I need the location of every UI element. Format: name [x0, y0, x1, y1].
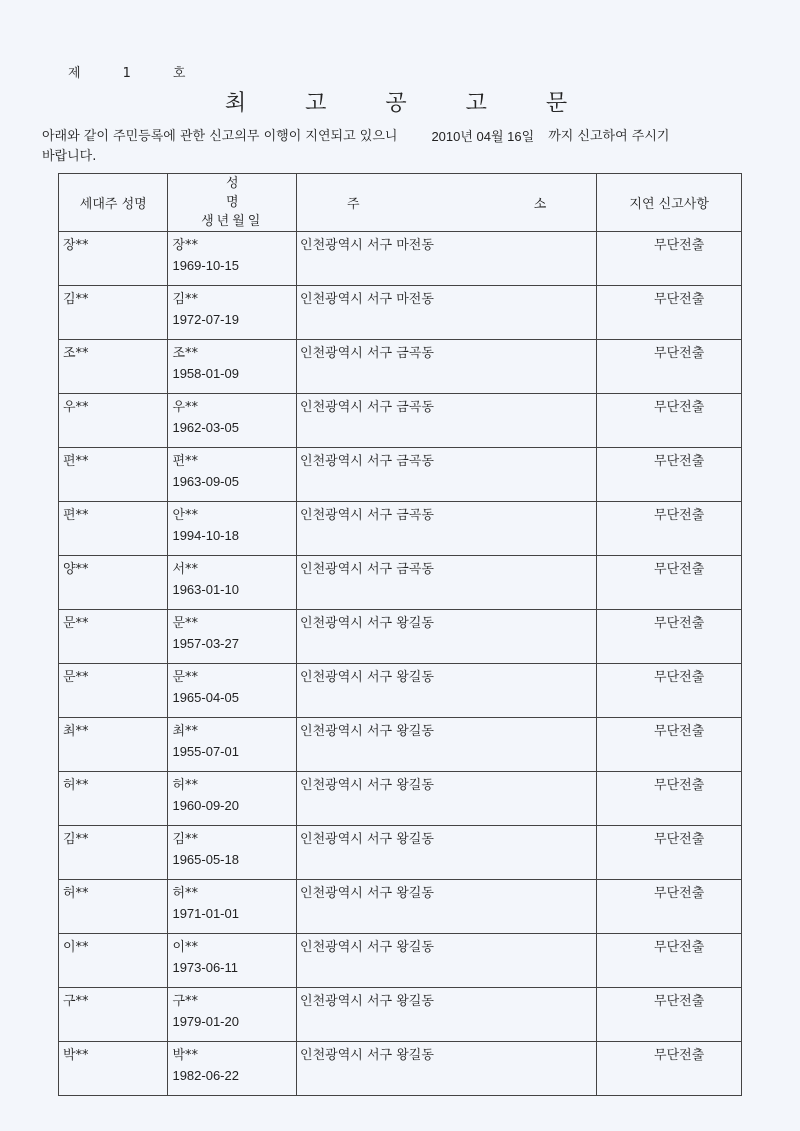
householder-cell — [59, 934, 168, 988]
address-cell — [297, 448, 597, 502]
table-row — [59, 718, 742, 772]
status-text: 무단전출 — [654, 508, 705, 523]
doc-number-prefix: 제 — [68, 66, 81, 81]
resident-name: 조** — [172, 346, 199, 361]
householder-name: 조** — [63, 346, 89, 361]
birth-date: 1979-01-20 — [172, 1014, 239, 1029]
table-row — [59, 1042, 742, 1096]
page-title: 최 고 공 고 문 — [224, 91, 594, 116]
resident-name: 문** — [172, 670, 199, 685]
resident-name: 편** — [172, 454, 199, 469]
address-cell — [297, 1042, 597, 1096]
address-text: 인천광역시 서구 금곡동 — [300, 562, 434, 577]
status-text: 무단전출 — [654, 940, 705, 955]
householder-cell — [59, 394, 168, 448]
name-birth-cell — [168, 664, 297, 718]
householder-cell — [59, 502, 168, 556]
householder-cell — [59, 880, 168, 934]
status-cell — [597, 664, 742, 718]
address-cell — [297, 664, 597, 718]
resident-name: 우** — [172, 400, 199, 415]
table-row — [59, 934, 742, 988]
address-text: 인천광역시 서구 마전동 — [300, 292, 434, 307]
intro-text-before: 아래와 같이 주민등록에 관한 신고의무 이행이 지연되고 있으니 — [42, 129, 398, 144]
address-cell — [297, 880, 597, 934]
header-name: 성명 — [225, 176, 289, 210]
birth-date: 1965-05-18 — [172, 852, 239, 867]
name-birth-cell — [168, 394, 297, 448]
birth-date: 1963-01-10 — [172, 582, 239, 597]
table-row — [59, 448, 742, 502]
birth-date: 1958-01-09 — [172, 366, 239, 381]
table-row — [59, 556, 742, 610]
status-text: 무단전출 — [654, 616, 705, 631]
name-birth-cell — [168, 340, 297, 394]
address-text: 인천광역시 서구 왕길동 — [300, 886, 434, 901]
address-text: 인천광역시 서구 왕길동 — [300, 724, 434, 739]
status-cell — [597, 286, 742, 340]
birth-date: 1972-07-19 — [172, 312, 239, 327]
status-cell — [597, 340, 742, 394]
status-text: 무단전출 — [654, 724, 705, 739]
householder-name: 우** — [63, 400, 89, 415]
resident-name: 허** — [172, 886, 199, 901]
address-text: 인천광역시 서구 금곡동 — [300, 400, 434, 415]
name-birth-cell — [168, 1042, 297, 1096]
resident-name: 장** — [172, 238, 199, 253]
table-row — [59, 880, 742, 934]
header-name-birth — [168, 174, 297, 232]
intro-text-after: 까지 신고하여 주시기 — [548, 129, 670, 144]
name-birth-cell — [168, 448, 297, 502]
address-cell — [297, 394, 597, 448]
address-cell — [297, 988, 597, 1042]
address-cell — [297, 718, 597, 772]
status-text: 무단전출 — [654, 778, 705, 793]
table-row — [59, 610, 742, 664]
address-cell — [297, 610, 597, 664]
birth-date: 1971-01-01 — [172, 906, 239, 921]
table-row — [59, 232, 742, 286]
overdue-report-table — [58, 173, 742, 1096]
address-text: 인천광역시 서구 왕길동 — [300, 832, 434, 847]
header-birth: 생년월일 — [201, 214, 264, 229]
householder-name: 구** — [63, 994, 89, 1009]
address-cell — [297, 232, 597, 286]
status-cell — [597, 718, 742, 772]
householder-cell — [59, 664, 168, 718]
status-text: 무단전출 — [654, 562, 705, 577]
birth-date: 1973-06-11 — [172, 960, 239, 975]
name-birth-cell — [168, 232, 297, 286]
header-address-right: 소 — [533, 197, 547, 212]
householder-name: 최** — [63, 724, 89, 739]
householder-name: 박** — [63, 1048, 89, 1063]
status-text: 무단전출 — [654, 832, 705, 847]
birth-date: 1982-06-22 — [172, 1068, 239, 1083]
status-cell — [597, 232, 742, 286]
householder-cell — [59, 448, 168, 502]
address-text: 인천광역시 서구 금곡동 — [300, 454, 434, 469]
resident-name: 구** — [172, 994, 199, 1009]
intro-paragraph — [42, 127, 762, 167]
address-cell — [297, 772, 597, 826]
table-row — [59, 988, 742, 1042]
householder-name: 김** — [63, 832, 89, 847]
householder-cell — [59, 286, 168, 340]
resident-name: 안** — [172, 508, 199, 523]
address-cell — [297, 556, 597, 610]
householder-name: 장** — [63, 238, 89, 253]
householder-name: 허** — [63, 778, 89, 793]
householder-name: 양** — [63, 562, 89, 577]
status-text: 무단전출 — [654, 994, 705, 1009]
status-text: 무단전출 — [654, 346, 705, 361]
status-cell — [597, 394, 742, 448]
resident-name: 문** — [172, 616, 199, 631]
table-row — [59, 502, 742, 556]
status-cell — [597, 988, 742, 1042]
address-text: 인천광역시 서구 마전동 — [300, 238, 434, 253]
name-birth-cell — [168, 718, 297, 772]
resident-name: 김** — [172, 832, 199, 847]
address-text: 인천광역시 서구 금곡동 — [300, 346, 434, 361]
table-row — [59, 664, 742, 718]
address-cell — [297, 502, 597, 556]
address-text: 인천광역시 서구 왕길동 — [300, 778, 434, 793]
householder-cell — [59, 826, 168, 880]
status-text: 무단전출 — [654, 454, 705, 469]
householder-name: 김** — [63, 292, 89, 307]
householder-cell — [59, 610, 168, 664]
table-row — [59, 772, 742, 826]
birth-date: 1962-03-05 — [172, 420, 239, 435]
status-cell — [597, 772, 742, 826]
address-cell — [297, 826, 597, 880]
header-householder: 세대주 성명 — [59, 174, 168, 232]
header-address-left: 주 — [347, 197, 360, 212]
householder-name: 편** — [63, 454, 89, 469]
address-text: 인천광역시 서구 왕길동 — [300, 1048, 434, 1063]
address-text: 인천광역시 서구 왕길동 — [300, 940, 434, 955]
status-text: 무단전출 — [654, 670, 705, 685]
table-header-row — [59, 174, 742, 232]
status-cell — [597, 502, 742, 556]
name-birth-cell — [168, 286, 297, 340]
document-number — [68, 62, 227, 81]
status-text: 무단전출 — [654, 886, 705, 901]
householder-cell — [59, 232, 168, 286]
name-birth-cell — [168, 880, 297, 934]
status-text: 무단전출 — [654, 400, 705, 415]
table-row — [59, 340, 742, 394]
address-text: 인천광역시 서구 왕길동 — [300, 616, 434, 631]
status-cell — [597, 610, 742, 664]
householder-cell — [59, 988, 168, 1042]
birth-date: 1955-07-01 — [172, 744, 239, 759]
intro-text-line2: 바랍니다. — [42, 149, 97, 164]
name-birth-cell — [168, 988, 297, 1042]
name-birth-cell — [168, 772, 297, 826]
householder-cell — [59, 556, 168, 610]
address-text: 인천광역시 서구 금곡동 — [300, 508, 434, 523]
intro-deadline-date: 2010년 04월 16일 — [431, 129, 535, 144]
table-row — [59, 286, 742, 340]
householder-name: 문** — [63, 616, 89, 631]
householder-cell — [59, 718, 168, 772]
status-cell — [597, 1042, 742, 1096]
householder-cell — [59, 1042, 168, 1096]
doc-number-value: 1 — [122, 66, 131, 81]
householder-cell — [59, 340, 168, 394]
name-birth-cell — [168, 556, 297, 610]
name-birth-cell — [168, 934, 297, 988]
status-cell — [597, 556, 742, 610]
address-cell — [297, 934, 597, 988]
resident-name: 서** — [172, 562, 199, 577]
birth-date: 1965-04-05 — [172, 690, 239, 705]
address-text: 인천광역시 서구 왕길동 — [300, 994, 434, 1009]
name-birth-cell — [168, 610, 297, 664]
name-birth-cell — [168, 826, 297, 880]
address-cell — [297, 340, 597, 394]
resident-name: 김** — [172, 292, 199, 307]
resident-name: 최** — [172, 724, 199, 739]
address-cell — [297, 286, 597, 340]
birth-date: 1963-09-05 — [172, 474, 239, 489]
householder-name: 편** — [63, 508, 89, 523]
birth-date: 1969-10-15 — [172, 258, 239, 273]
status-text: 무단전출 — [654, 238, 705, 253]
birth-date: 1957-03-27 — [172, 636, 239, 651]
birth-date: 1960-09-20 — [172, 798, 239, 813]
householder-cell — [59, 772, 168, 826]
status-cell — [597, 826, 742, 880]
table-row — [59, 394, 742, 448]
status-text: 무단전출 — [654, 292, 705, 307]
householder-name: 이** — [63, 940, 89, 955]
address-text: 인천광역시 서구 왕길동 — [300, 670, 434, 685]
header-address — [297, 174, 597, 232]
birth-date: 1994-10-18 — [172, 528, 239, 543]
resident-name: 박** — [172, 1048, 199, 1063]
resident-name: 이** — [172, 940, 199, 955]
header-status: 지연 신고사항 — [597, 174, 742, 232]
status-cell — [597, 448, 742, 502]
name-birth-cell — [168, 502, 297, 556]
resident-name: 허** — [172, 778, 199, 793]
status-text: 무단전출 — [654, 1048, 705, 1063]
doc-number-suffix: 호 — [172, 66, 186, 81]
householder-name: 허** — [63, 886, 89, 901]
householder-name: 문** — [63, 670, 89, 685]
status-cell — [597, 934, 742, 988]
status-cell — [597, 880, 742, 934]
table-row — [59, 826, 742, 880]
